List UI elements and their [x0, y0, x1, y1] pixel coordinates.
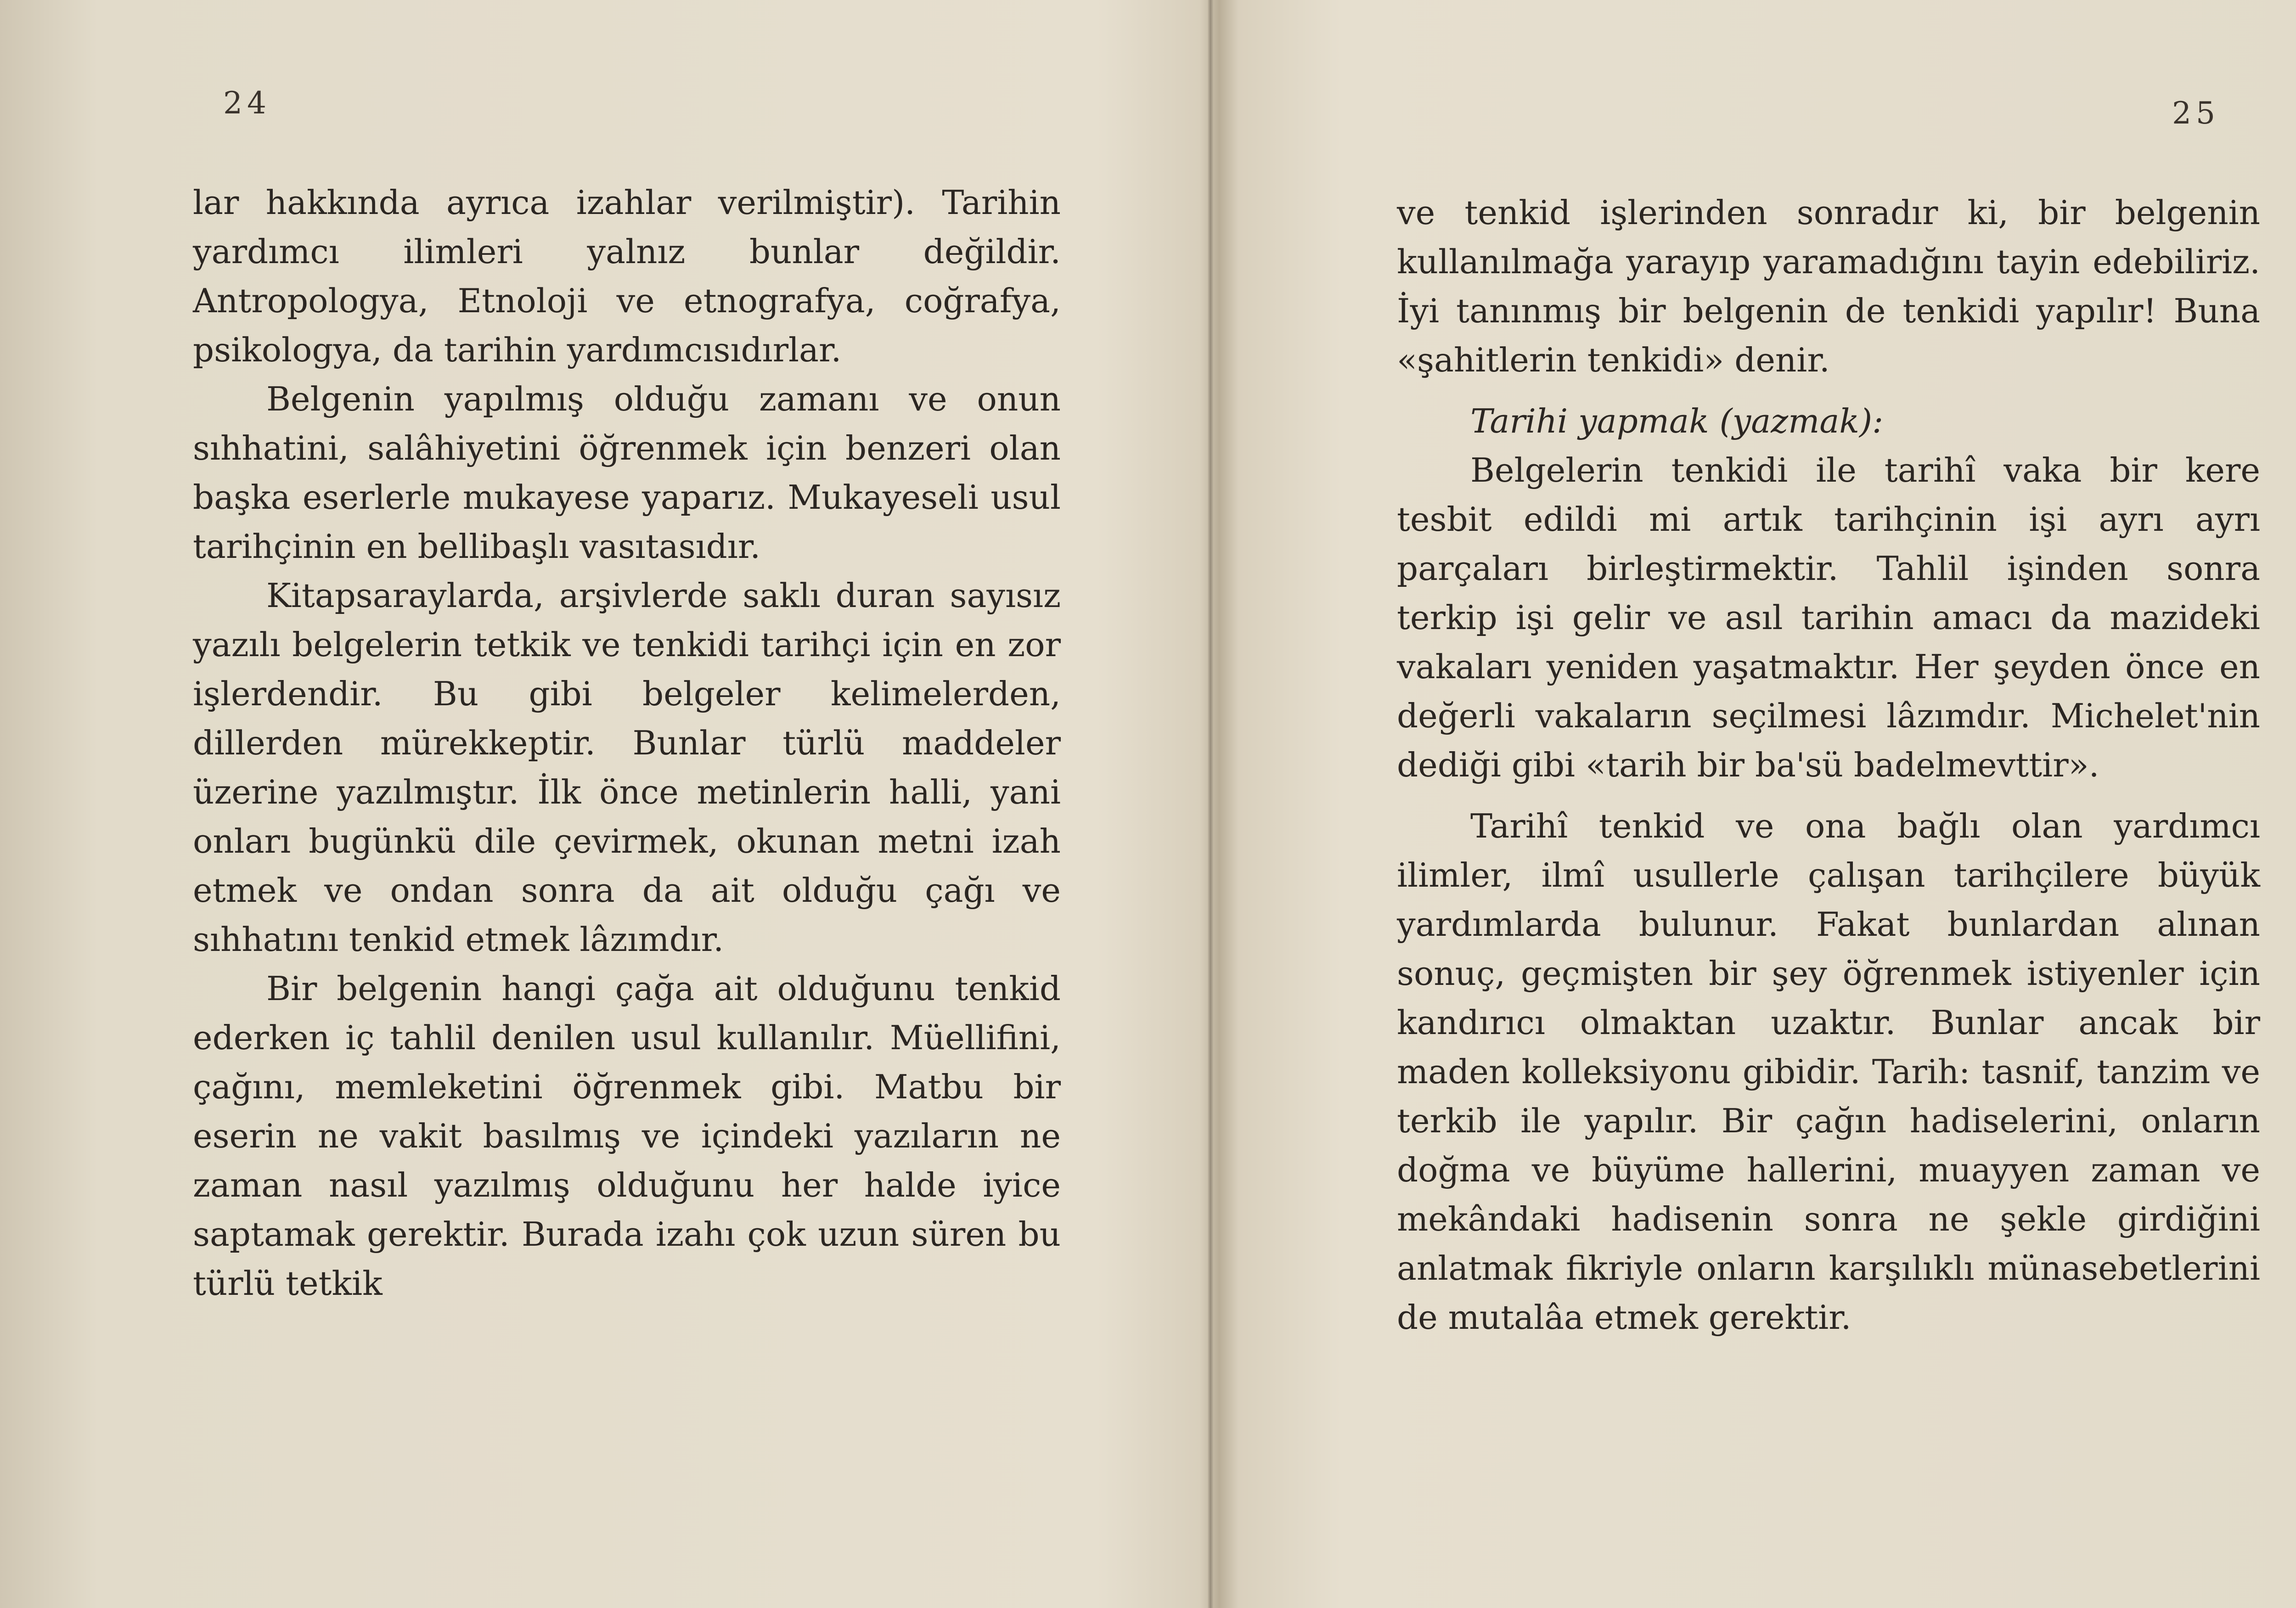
right-paragraph-2: Belgelerin tenkidi ile tarihî vaka bir kere tesbit edildi mi artık tarihçinin işi ayrı ayrı parçaları birleştirmektir. Tahlil işinden sonra terkip işi gelir ve asıl tarihin amacı da mazideki vakaları yeniden yaşatmaktır. Her şeyden önce en değerli vakaların seçilmesi lâzımdır. Michelet'nin dediği gibi «tarih bir ba'sü badelmevttir».	[1397, 451, 2260, 784]
right-page-text	[1397, 188, 2260, 1342]
left-paragraph-3: Kitapsaraylarda, arşivlerde saklı duran sayısız yazılı belgelerin tetkik ve tenkidi tarihçi için en zor işlerdendir. Bu gibi belgeler kelimelerden, dillerden mürekkeptir. Bunlar türlü maddeler üzerine yazılmıştır. İlk önce metinlerin halli, yani onları bugünkü dile çevirmek, okunan metni izah etmek ve ondan sonra da ait olduğu çağı ve sıhhatını tenkid etmek lâzımdır.	[193, 576, 1061, 959]
right-page	[1213, 0, 2296, 1608]
left-paragraph-2: Belgenin yapılmış olduğu zamanı ve onun sıhhatini, salâhiyetini öğrenmek için benzeri olan başka eserlerle mukayese yaparız. Mukayeseli usul tarihçinin en bellibaşlı vasıtasıdır.	[193, 380, 1061, 566]
left-paragraph-1: lar hakkında ayrıca izahlar verilmiştir). Tarihin yardımcı ilimleri yalnız bunlar değildir. Antropologya, Etnoloji ve etnografya, coğrafya, psikologya, da tarihin yardımcısıdırlar.	[193, 183, 1061, 369]
book-gutter	[1208, 0, 1213, 1608]
right-paragraph-3: Tarihî tenkid ve ona bağlı olan yardımcı ilimler, ilmî usullerle çalışan tarihçilere büyük yardımlarda bulunur. Fakat bunlardan alınan sonuç, geçmişten bir şey öğrenmek istiyenler için kandırıcı olmaktan uzaktır. Bunlar ancak bir maden kolleksiyonu gibidir. Tarih: tasnif, tanzim ve terkib ile yapılır. Bir çağın hadiselerini, onların doğma ve büyüme hallerini, muayyen zaman ve mekândaki hadisenin sonra ne şekle girdiğini anlatmak fikriyle onların karşılıklı münasebetlerini de mutalâa etmek gerektir.	[1397, 807, 2260, 1337]
page-number-left: 24	[223, 85, 271, 121]
section-heading: Tarihi yapmak (yazmak):	[1470, 402, 1884, 440]
left-paragraph-4: Bir belgenin hangi çağa ait olduğunu tenkid ederken iç tahlil denilen usul kullanılır. Müellifini, çağını, memleketini öğrenmek gibi. Matbu bir eserin ne vakit basılmış ve içindeki yazıların ne zaman nasıl yazılmış olduğunu her halde iyice saptamak gerektir. Burada izahı çok uzun süren bu türlü tetkik	[193, 969, 1061, 1303]
page-number-right: 25	[2172, 96, 2220, 131]
right-paragraph-1: ve tenkid işlerinden sonradır ki, bir belgenin kullanılmağa yarayıp yaramadığını tayin edebiliriz. İyi tanınmış bir belgenin de tenkidi yapılır! Buna «şahitlerin tenkidi» denir.	[1397, 193, 2260, 379]
left-page-text	[193, 178, 1061, 1308]
